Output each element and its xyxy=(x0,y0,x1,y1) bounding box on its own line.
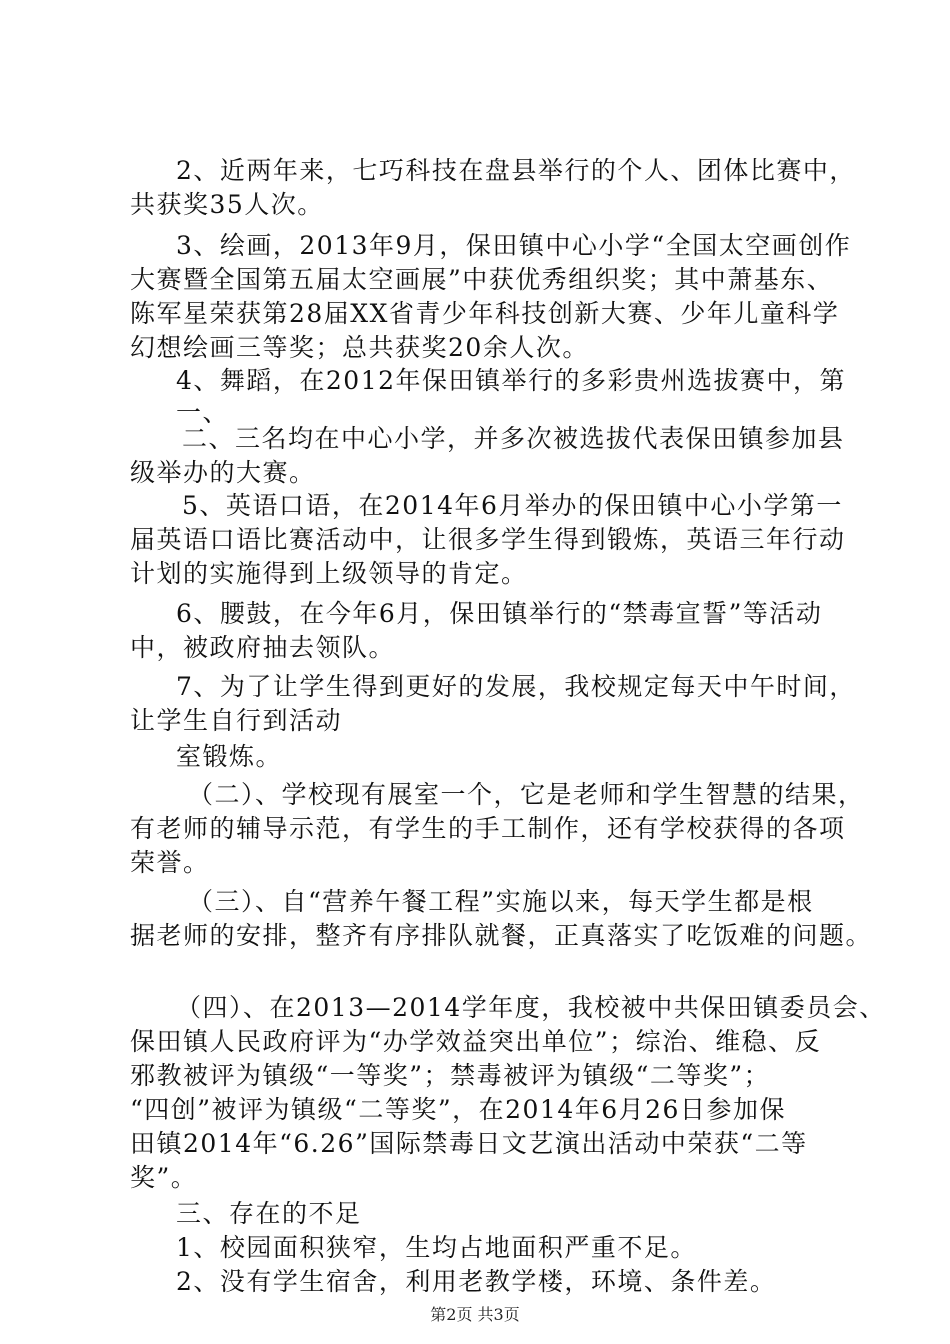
text-line: 据老师的安排，整齐有序排队就餐，正真落实了吃饭难的问题。 xyxy=(130,921,873,950)
text-line: 让学生自行到活动 xyxy=(130,706,343,735)
text-line: 5、英语口语，在2014年6月举办的保田镇中心小学第一 xyxy=(182,491,843,520)
page-footer: 第2页 共3页 xyxy=(430,1305,520,1324)
text-line: 2、近两年来，七巧科技在盘县举行的个人、团体比赛中， xyxy=(176,156,856,185)
text-line: 1、校园面积狭窄，生均占地面积严重不足。 xyxy=(176,1233,697,1262)
text-line: 二、三名均在中心小学，并多次被选拔代表保田镇参加县 xyxy=(182,424,845,453)
text-line: 三、存在的不足 xyxy=(176,1199,362,1228)
text-line: 届英语口语比赛活动中，让很多学生得到锻炼，英语三年行动 xyxy=(130,525,846,554)
text-line: 幻想绘画三等奖；总共获奖20余人次。 xyxy=(130,333,589,362)
text-line: 一、 xyxy=(176,398,230,427)
text-line: 奖”。 xyxy=(130,1163,198,1192)
text-line: 级举办的大赛。 xyxy=(130,458,316,487)
text-line: （二）、学校现有展室一个，它是老师和学生智慧的结果， xyxy=(188,780,865,809)
text-line: 7、为了让学生得到更好的发展，我校规定每天中午时间， xyxy=(176,672,856,701)
text-line: 田镇2014年“6.26”国际禁毒日文艺演出活动中荣获“二等 xyxy=(130,1129,808,1158)
text-line: 计划的实施得到上级领导的肯定。 xyxy=(130,559,528,588)
text-line: 2、没有学生宿舍，利用老教学楼，环境、条件差。 xyxy=(176,1267,777,1296)
text-line: “四创”被评为镇级“二等奖”，在2014年6月26日参加保 xyxy=(130,1095,786,1124)
text-line: 中，被政府抽去领队。 xyxy=(130,633,396,662)
text-line: 共获奖35人次。 xyxy=(130,190,324,219)
text-line: 3、绘画，2013年9月，保田镇中心小学“全国太空画创作 xyxy=(176,231,852,260)
text-line: 4、舞蹈，在2012年保田镇举行的多彩贵州选拔赛中，第 xyxy=(176,366,847,395)
text-line: 邪教被评为镇级“一等奖”；禁毒被评为镇级“二等奖”； xyxy=(130,1061,771,1090)
text-line: 6、腰鼓，在今年6月，保田镇举行的“禁毒宣誓”等活动 xyxy=(176,599,823,628)
text-line: 保田镇人民政府评为“办学效益突出单位”；综治、维稳、反 xyxy=(130,1027,822,1056)
text-line: 荣誉。 xyxy=(130,848,210,877)
text-line: 有老师的辅导示范，有学生的手工制作，还有学校获得的各项 xyxy=(130,814,846,843)
text-line: 陈军星荣获第28届XX省青少年科技创新大赛、少年儿童科学 xyxy=(130,299,840,328)
text-line: （三）、自“营养午餐工程”实施以来，每天学生都是根 xyxy=(188,887,814,916)
text-line: 大赛暨全国第五届太空画展”中获优秀组织奖；其中萧基东、 xyxy=(130,265,834,294)
text-line: 室锻炼。 xyxy=(176,742,283,771)
text-line: （四）、在2013—2014学年度，我校被中共保田镇委员会、 xyxy=(176,993,886,1022)
